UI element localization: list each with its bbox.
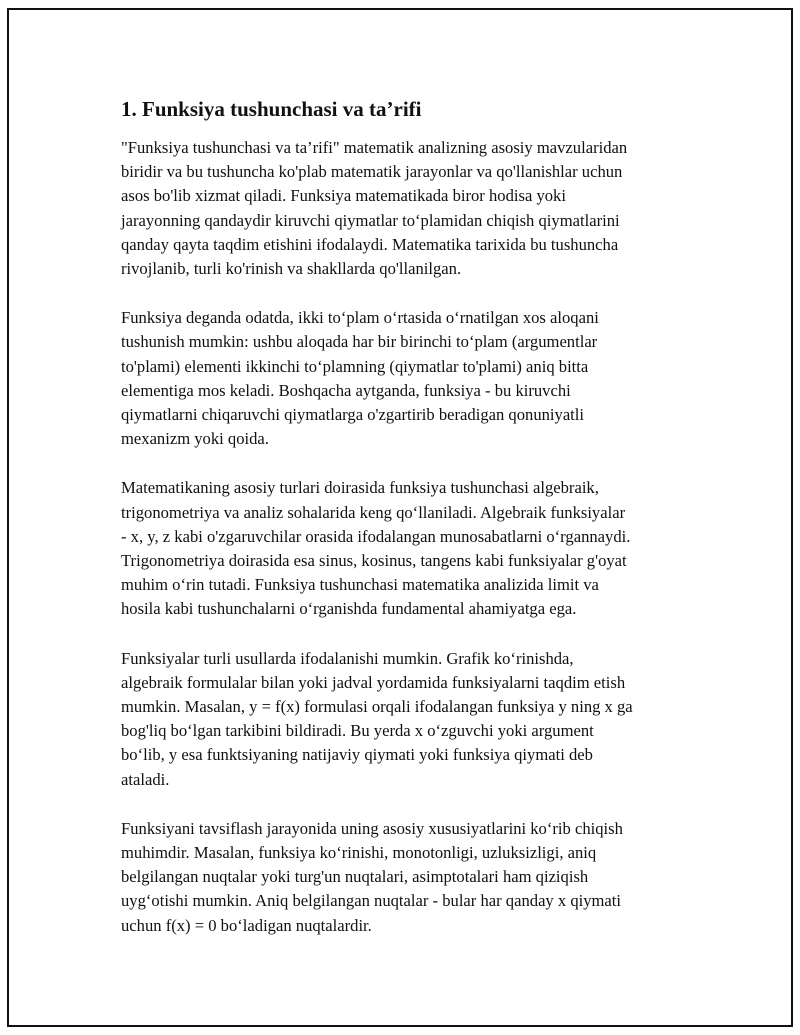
text-line: muhim o‘rin tutadi. Funksiya tushunchasi matematika analizida limit va [121,575,599,595]
page-frame [7,8,793,1027]
text-line: tushunish mumkin: ushbu aloqada har bir birinchi to‘plam (argumentlar [121,332,598,352]
text-line: qiymatlarni chiqaruvchi qiymatlarga o'zgartirib beradigan qonuniyatli [121,405,585,425]
text-line: jarayonning qandaydir kiruvchi qiymatlar to‘plamidan chiqish qiymatlarini [121,210,620,230]
text-line: uyg‘otishi mumkin. Aniq belgilangan nuqtalar - bular har qanday x qiymati [121,891,622,911]
text-line: muhimdir. Masalan, funksiya ko‘rinishi, monotonligi, uzluksizligi, aniq [121,843,597,863]
paragraph-1 [121,136,701,281]
text-line: Trigonometriya doirasida esa sinus, kosinus, tangens kabi funksiyalar g'oyat [121,551,627,571]
text-line: mumkin. Masalan, y = f(x) formulasi orqali ifodalangan funksiya y ning x ga [121,697,633,717]
text-line: to'plami) elementi ikkinchi to‘plamning (qiymatlar to'plami) aniq bitta [121,356,589,376]
text-line: bo‘lib, y esa funktsiyaning natijaviy qiymati yoki funksiya qiymati deb [121,745,593,765]
text-line: Funksiya deganda odatda, ikki to‘plam o‘rtasida o‘rnatilgan xos aloqani [121,308,599,328]
text-line: "Funksiya tushunchasi va ta’rifi" matematik analizning asosiy mavzularidan [121,138,628,157]
paragraph-3 [121,476,701,621]
text-line: bog'liq bo‘lgan tarkibini bildiradi. Bu yerda x o‘zguvchi yoki argument [121,721,594,741]
text-line: - x, y, z kabi o'zgaruvchilar orasida ifodalangan munosabatlarni o‘rgannaydi. [121,526,631,546]
text-line: belgilangan nuqtalar yoki turg'un nuqtalari, asimptotalari ham qiziqish [121,867,589,887]
section-title: 1. Funksiya tushunchasi va ta’rifi [121,97,422,121]
text-line: uchun f(x) = 0 bo‘ladigan nuqtalardir. [121,915,372,935]
text-line: elementiga mos keladi. Boshqacha aytganda, funksiya - bu kiruvchi [121,380,571,400]
text-line: mexanizm yoki qoida. [121,429,269,449]
text-line: qanday qayta taqdim etishini ifodalaydi. Matematika tarixida bu tushuncha [121,234,619,254]
paragraph-2 [121,306,701,451]
text-line: ataladi. [121,769,170,789]
text-line: hosila kabi tushunchalarni o‘rganishda fundamental ahamiyatga ega. [121,599,577,619]
text-line: Matematikaning asosiy turlari doirasida funksiya tushunchasi algebraik, [121,478,599,498]
paragraph-5 [121,817,701,938]
paragraph-4 [121,647,701,792]
text-line: Funksiyani tavsiflash jarayonida uning asosiy xususiyatlarini ko‘rib chiqish [121,818,623,838]
text-line: Funksiyalar turli usullarda ifodalanishi mumkin. Grafik ko‘rinishda, [121,648,574,668]
text-line: rivojlanib, turli ko'rinish va shakllarda qo'llanilgan. [121,259,462,279]
text-line: algebraik formulalar bilan yoki jadval yordamida funksiyalarni taqdim etish [121,672,626,692]
text-line: trigonometriya va analiz sohalarida keng qo‘llaniladi. Algebraik funksiyalar [121,502,626,522]
text-line: asos bo'lib xizmat qiladi. Funksiya matematikada biror hodisa yoki [121,186,566,206]
document-body [121,96,701,938]
text-line: biridir va bu tushuncha ko'plab matematik jarayonlar va qo'llanishlar uchun [121,162,623,182]
